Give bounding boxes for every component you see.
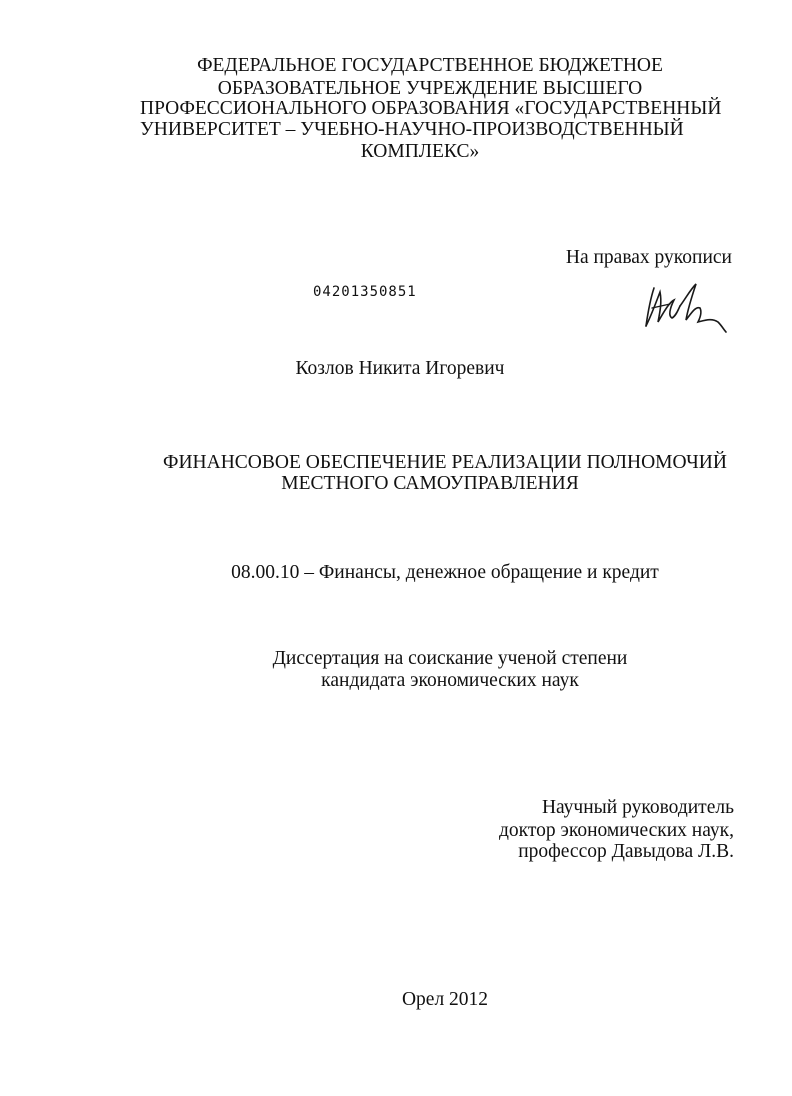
manuscript-rights-note: На правах рукописи [565,247,732,268]
degree-line-2: кандидата экономических наук [321,670,579,691]
institution-line-5: КОМПЛЕКС» [360,141,480,162]
thesis-title-line-1: ФИНАНСОВОЕ ОБЕСПЕЧЕНИЕ РЕАЛИЗАЦИИ ПОЛНОМОЧИЙ [163,452,727,473]
degree-line-1: Диссертация на соискание ученой степени [272,648,628,669]
institution-line-4: УНИВЕРСИТЕТ – УЧЕБНО-НАУЧНО-ПРОИЗВОДСТВЕННЫЙ [140,119,684,140]
city-year: Орел 2012 [401,989,489,1010]
supervisor-line-2: доктор экономических наук, [498,820,734,841]
institution-line-3: ПРОФЕССИОНАЛЬНОГО ОБРАЗОВАНИЯ «ГОСУДАРСТВЕННЫЙ [140,98,722,119]
author-name: Козлов Никита Игоревич [295,358,505,379]
signature-icon [640,278,736,338]
institution-line-2: ОБРАЗОВАТЕЛЬНОЕ УЧРЕЖДЕНИЕ ВЫСШЕГО [217,78,643,99]
supervisor-line-1: Научный руководитель [541,797,734,818]
institution-line-1: ФЕДЕРАЛЬНОЕ ГОСУДАРСТВЕННОЕ БЮДЖЕТНОЕ [197,55,663,76]
specialty-code: 08.00.10 – Финансы, денежное обращение и кредит [231,562,659,583]
supervisor-line-3: профессор Давыдова Л.В. [518,841,734,862]
thesis-title-line-2: МЕСТНОГО САМОУПРАВЛЕНИЯ [281,473,579,494]
document-number: 04201350851 [313,284,417,300]
